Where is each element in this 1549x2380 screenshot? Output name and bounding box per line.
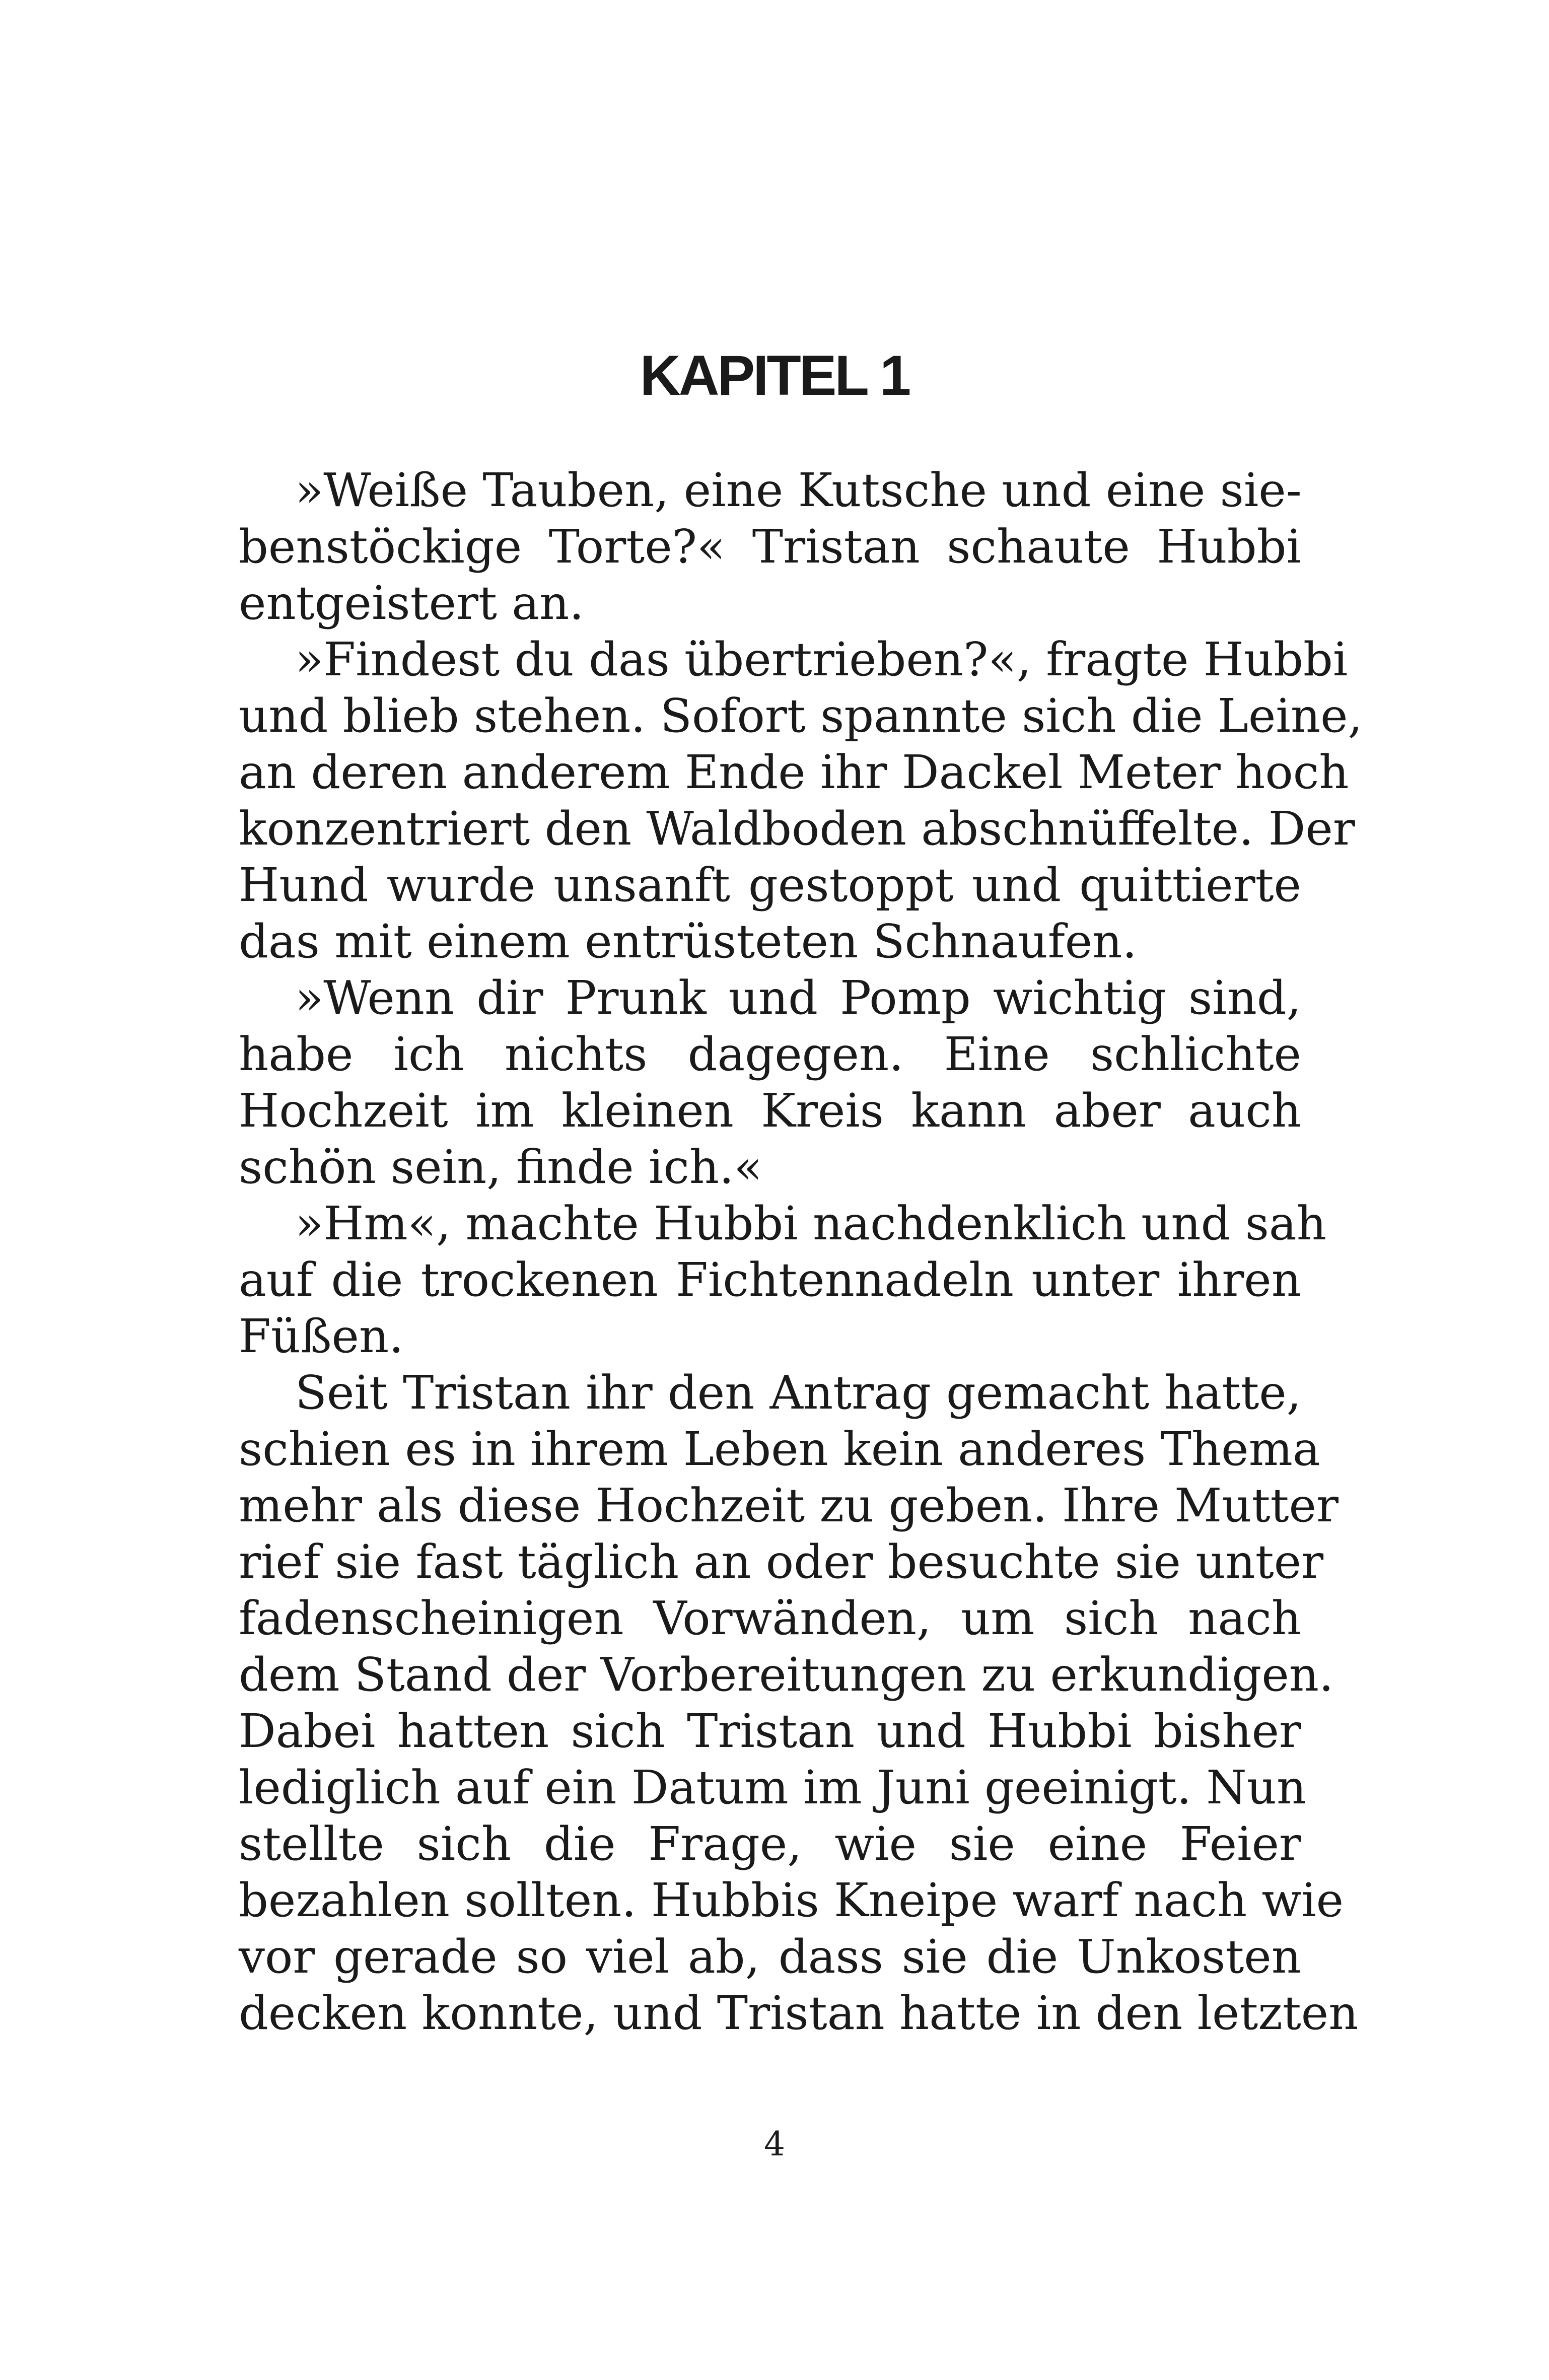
body-text [239, 462, 1363, 2042]
page-number: 4 [764, 2125, 785, 2163]
text-line: und blieb stehen. Sofort spannte sich die Leine, [239, 689, 1363, 743]
text-line: das mit einem entrüsteten Schnaufen. [239, 915, 1137, 968]
text-line: Hund wurde unsanft gestoppt und quittierte [239, 858, 1301, 912]
chapter-title: KAPITEL 1 [640, 344, 909, 407]
text-line: auf die trockenen Fichtennadeln unter ihren [239, 1253, 1301, 1307]
text-line: Füßen. [239, 1309, 404, 1363]
text-line: vor gerade so viel ab, dass sie die Unkosten [239, 1930, 1301, 1984]
text-line: lediglich auf ein Datum im Juni geeinigt. Nun [239, 1761, 1307, 1814]
text-line: mehr als diese Hochzeit zu geben. Ihre Mutter [239, 1479, 1339, 1532]
text-line: rief sie fast täglich an oder besuchte sie unter [239, 1535, 1324, 1589]
text-line: Dabei hatten sich Tristan und Hubbi bisher [239, 1704, 1301, 1758]
text-line: »Weiße Tauben, eine Kutsche und eine sie- [295, 463, 1302, 517]
text-line: schien es in ihrem Leben kein anderes Thema [239, 1422, 1320, 1476]
text-line: benstöckige Torte?« Tristan schaute Hubbi [239, 520, 1301, 574]
text-line: schön sein, finde ich.« [239, 1140, 762, 1194]
text-line: decken konnte, und Tristan hatte in den letzten [239, 1986, 1359, 2040]
text-line: Seit Tristan ihr den Antrag gemacht hatte, [295, 1366, 1301, 1420]
text-line: »Findest du das übertrieben?«, fragte Hubbi [295, 633, 1348, 686]
text-line: Hochzeit im kleinen Kreis kann aber auch [239, 1084, 1301, 1138]
text-line: dem Stand der Vorbereitungen zu erkundigen. [239, 1648, 1334, 1702]
text-line: habe ich nichts dagegen. Eine schlichte [239, 1027, 1301, 1081]
text-line: bezahlen sollten. Hubbis Kneipe warf nach wie [239, 1873, 1344, 1927]
text-line: »Hm«, machte Hubbi nachdenklich und sah [295, 1197, 1327, 1250]
text-line: fadenscheinigen Vorwänden, um sich nach [239, 1591, 1301, 1645]
text-line: konzentriert den Waldboden abschnüffelte. Der [239, 802, 1355, 856]
text-line: stellte sich die Frage, wie sie eine Feier [239, 1817, 1301, 1871]
text-line: entgeistert an. [239, 576, 584, 630]
text-line: an deren anderem Ende ihr Dackel Meter hoch [239, 745, 1349, 799]
text-line: »Wenn dir Prunk und Pomp wichtig sind, [295, 971, 1301, 1025]
